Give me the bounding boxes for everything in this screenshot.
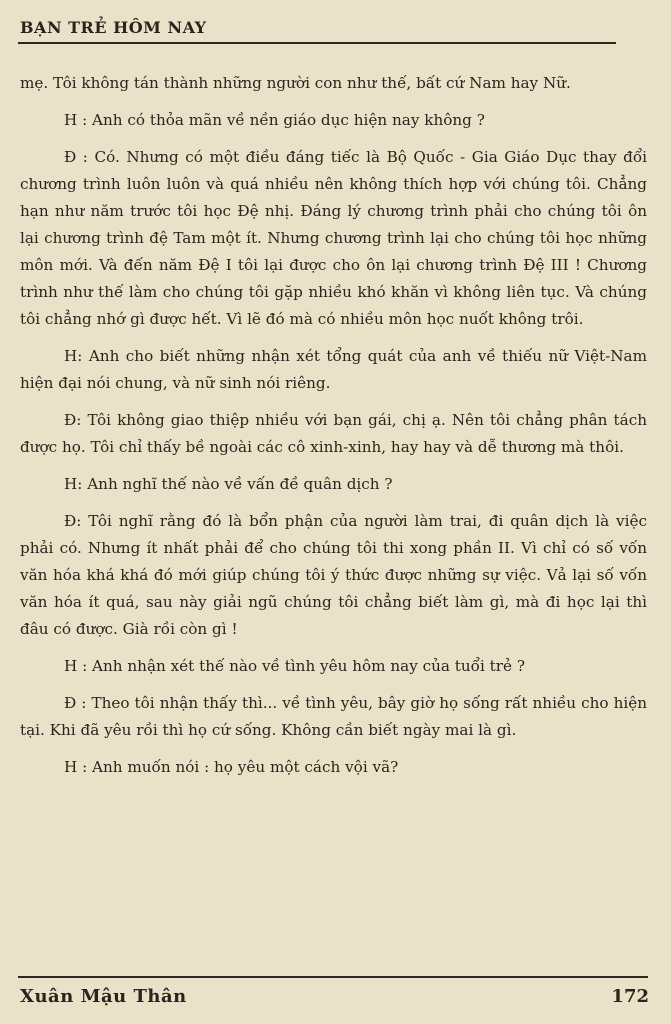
article-body (20, 70, 647, 791)
page-number: 172 (611, 986, 649, 1007)
issue-title: Xuân Mậu Thân (20, 986, 187, 1007)
answer-paragraph: Đ : Theo tôi nhận thấy thì... về tình yêu, bây giờ họ sống rất nhiều cho hiện tại. Khi đã yêu rồi thì họ cứ sống. Không cần biết ngày mai là gì. (20, 694, 647, 739)
footer-divider (18, 976, 648, 978)
header-divider (18, 42, 616, 44)
question-paragraph: H : Anh nhận xét thế nào về tình yêu hôm nay của tuổi trẻ ? (64, 657, 525, 675)
question-paragraph: H: Anh nghĩ thế nào về vấn đề quân dịch ? (64, 475, 393, 493)
answer-paragraph: Đ : Có. Nhưng có một điều đáng tiếc là Bộ Quốc - Gia Giáo Dục thay đổi chương trình luôn luôn và quá nhiều nên không thích hợp với chúng tôi. Chẳng hạn như năm trước tôi học Đệ nhị. Đáng lý chương trình phải cho chúng tôi ôn lại chương trình đệ Tam một ít. Nhưng chương trình lại cho chúng tôi học những môn mới. Và đến năm Đệ I tôi lại được cho ôn lại chương trình Đệ III ! Chương trình như thế làm cho chúng tôi gặp nhiều khó khăn vì không liên tục. Và chúng tôi chẳng nhớ gì được hết. Vì lẽ đó mà có nhiều môn học nuốt không trôi. (20, 148, 647, 328)
question-paragraph: H : Anh muốn nói : họ yêu một cách vội vã? (64, 758, 399, 776)
answer-paragraph: Đ: Tôi không giao thiệp nhiều với bạn gái, chị ạ. Nên tôi chẳng phân tách được họ. Tôi chỉ thấy bề ngoài các cô xinh-xinh, hay hay và dễ thương mà thôi. (20, 411, 647, 456)
running-header: BẠN TRẺ HÔM NAY (20, 18, 207, 37)
question-paragraph: H : Anh có thỏa mãn về nền giáo dục hiện nay không ? (64, 111, 485, 129)
question-paragraph: H: Anh cho biết những nhận xét tổng quát của anh về thiếu nữ Việt-Nam hiện đại nói chung, và nữ sinh nói riêng. (20, 347, 647, 392)
paragraph-continued: mẹ. Tôi không tán thành những người con như thế, bất cứ Nam hay Nữ. (20, 74, 571, 92)
answer-paragraph: Đ: Tôi nghĩ rằng đó là bổn phận của người làm trai, đi quân dịch là việc phải có. Nhưng ít nhất phải để cho chúng tôi thi xong phần II. Vì chỉ có số vốn văn hóa khá khá đó mới giúp chúng tôi ý thức được những sự việc. Vả lại số vốn văn hóa ít quá, sau này giải ngũ chúng tôi chẳng biết làm gì, mà đi học lại thì đâu có được. Già rồi còn gì ! (20, 512, 647, 638)
